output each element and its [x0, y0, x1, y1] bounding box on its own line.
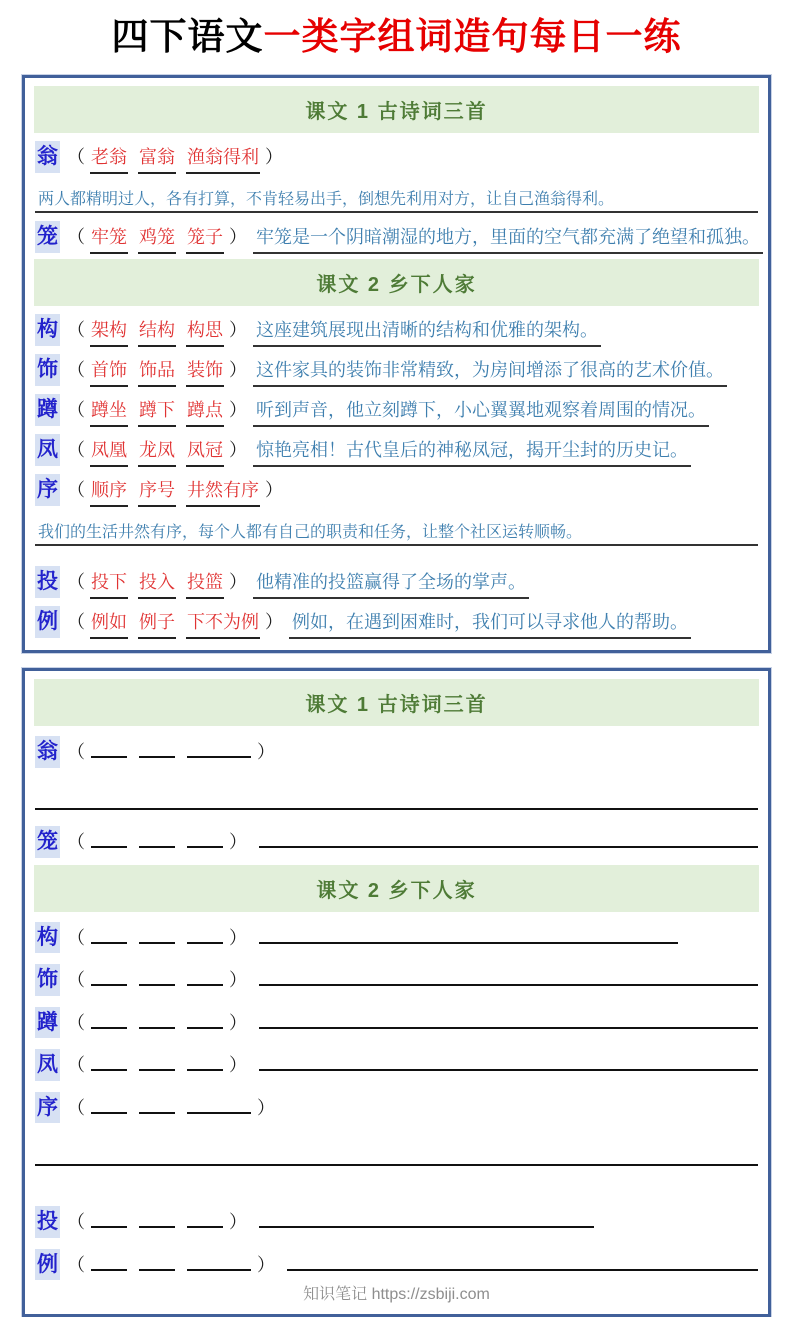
word-item: 笼子 — [186, 224, 224, 254]
sentence-answer-line-full — [35, 1130, 758, 1166]
word-blank-slot — [187, 1093, 251, 1114]
word-item: 蹲下 — [138, 397, 176, 427]
word-item: 老翁 — [90, 144, 128, 174]
word-item: 构思 — [186, 317, 224, 347]
entry-row — [33, 137, 760, 177]
word-blank-slot — [139, 1207, 175, 1228]
entry-sentence: 这件家具的装饰非常精致，为房间增添了很高的艺术价值。 — [253, 357, 727, 387]
word-item: 富翁 — [138, 144, 176, 174]
paren-close: ） — [229, 360, 247, 381]
sentence-answer-line — [259, 966, 758, 987]
entry-row — [33, 1043, 760, 1086]
entry-char: 凤 — [35, 434, 60, 466]
entry-row — [33, 1200, 760, 1243]
word-blank-slot — [91, 1093, 127, 1114]
paren-open: （ — [67, 1212, 85, 1233]
paren-close: ） — [229, 832, 247, 853]
entry-row — [33, 730, 760, 773]
word-blank-slot — [139, 828, 175, 849]
word-blank-slot — [139, 1250, 175, 1271]
entry-sentence: 他精准的投篮赢得了全场的掌声。 — [253, 569, 529, 599]
sentence-answer-line — [259, 1051, 758, 1072]
paren-open: （ — [67, 147, 85, 168]
paren-close: ） — [257, 1097, 275, 1118]
section-header: 课文 1 古诗词三首 — [34, 86, 759, 133]
entry-row — [33, 350, 760, 390]
sentence-answer-line — [259, 1207, 594, 1228]
page-title — [0, 0, 793, 60]
entry-char: 笼 — [35, 221, 60, 253]
word-item: 牢笼 — [90, 224, 128, 254]
entry-char: 凤 — [35, 1049, 60, 1081]
word-blank-slot — [187, 966, 223, 987]
word-blank-slot — [91, 1207, 127, 1228]
paren-open: （ — [67, 832, 85, 853]
paren-close: ） — [229, 1055, 247, 1076]
word-item: 首饰 — [90, 357, 128, 387]
section-header: 课文 2 乡下人家 — [34, 865, 759, 912]
word-item: 结构 — [138, 317, 176, 347]
word-blank-slot — [139, 966, 175, 987]
entry-row — [33, 470, 760, 510]
entry-char: 投 — [35, 566, 60, 598]
entry-char: 蹲 — [35, 394, 60, 426]
word-item: 鸡笼 — [138, 224, 176, 254]
word-blank-slot — [91, 923, 127, 944]
word-item: 井然有序 — [186, 477, 260, 507]
page-title-prefix: 四下语文 — [111, 17, 264, 58]
sentence-answer-line — [259, 923, 678, 944]
entry-row — [33, 430, 760, 470]
word-item: 架构 — [90, 317, 128, 347]
sentence-answer-line — [259, 1008, 758, 1029]
entry-char: 构 — [35, 314, 60, 346]
word-blank-slot — [91, 828, 127, 849]
word-item: 凤凰 — [90, 437, 128, 467]
word-blank-slot — [187, 738, 251, 759]
word-blank-slot — [139, 1008, 175, 1029]
entry-row — [33, 390, 760, 430]
paren-close: ） — [229, 970, 247, 991]
word-blank-slot — [187, 1008, 223, 1029]
paren-close: ） — [229, 440, 247, 461]
paren-open: （ — [67, 320, 85, 341]
word-blank-slot — [187, 923, 223, 944]
sentence-answer-line — [287, 1250, 758, 1271]
paren-close: ） — [229, 227, 247, 248]
entry-char: 投 — [35, 1206, 60, 1238]
paren-close: ） — [257, 1254, 275, 1275]
paren-close: ） — [229, 400, 247, 421]
paren-open: （ — [67, 480, 85, 501]
word-item: 蹲坐 — [90, 397, 128, 427]
section-header: 课文 1 古诗词三首 — [34, 679, 759, 726]
entry-sentence: 例如，在遇到困难时，我们可以寻求他人的帮助。 — [289, 609, 691, 639]
paren-open: （ — [67, 970, 85, 991]
entry-sentence: 听到声音，他立刻蹲下，小心翼翼地观察着周围的情况。 — [253, 397, 709, 427]
page-title-main: 一类字组词造句每日一练 — [263, 17, 682, 58]
paren-open: （ — [67, 742, 85, 763]
paren-open: （ — [67, 1097, 85, 1118]
section-header: 课文 2 乡下人家 — [34, 259, 759, 306]
word-blank-slot — [139, 1093, 175, 1114]
entry-sentence: 两人都精明过人，各有打算，不肯轻易出手，倒想先利用对方，让自己渔翁得利。 — [35, 186, 758, 213]
paren-open: （ — [67, 572, 85, 593]
entry-sentence: 牢笼是一个阴暗潮湿的地方，里面的空气都充满了绝望和孤独。 — [253, 224, 763, 254]
entry-char: 翁 — [35, 141, 60, 173]
paren-open: （ — [67, 400, 85, 421]
paren-close: ） — [229, 1012, 247, 1033]
word-blank-slot — [91, 738, 127, 759]
word-item: 序号 — [138, 477, 176, 507]
paren-open: （ — [67, 612, 85, 633]
sentence-answer-line — [259, 828, 758, 849]
paren-open: （ — [67, 1055, 85, 1076]
word-blank-slot — [139, 923, 175, 944]
paren-open: （ — [67, 360, 85, 381]
worksheet-box-filled — [22, 75, 771, 653]
word-item: 投下 — [90, 569, 128, 599]
entry-row — [33, 820, 760, 863]
worksheet-box-blank — [22, 668, 771, 1316]
word-blank-slot — [187, 1250, 251, 1271]
entry-char: 笼 — [35, 826, 60, 858]
sentence-answer-line-full — [35, 775, 758, 811]
word-blank-slot — [187, 1051, 223, 1072]
entry-row — [33, 602, 760, 642]
entry-sentence: 我们的生活井然有序，每个人都有自己的职责和任务，让整个社区运转顺畅。 — [35, 519, 758, 546]
entry-char: 翁 — [35, 736, 60, 768]
paren-close: ） — [265, 612, 283, 633]
entry-char: 饰 — [35, 964, 60, 996]
entry-row — [33, 958, 760, 1001]
spacer — [33, 550, 760, 562]
entry-sentence: 惊艳亮相！古代皇后的神秘凤冠，揭开尘封的历史记。 — [253, 437, 691, 467]
word-item: 顺序 — [90, 477, 128, 507]
word-blank-slot — [91, 1008, 127, 1029]
word-item: 渔翁得利 — [186, 144, 260, 174]
entry-row — [33, 916, 760, 959]
paren-open: （ — [67, 440, 85, 461]
entry-char: 例 — [35, 606, 60, 638]
entry-row — [33, 1001, 760, 1044]
entry-char: 序 — [35, 474, 60, 506]
word-item: 例如 — [90, 609, 128, 639]
word-item: 例子 — [138, 609, 176, 639]
word-blank-slot — [139, 738, 175, 759]
word-item: 凤冠 — [186, 437, 224, 467]
paren-close: ） — [229, 1212, 247, 1233]
sentence-row — [35, 186, 758, 213]
paren-open: （ — [67, 227, 85, 248]
word-blank-slot — [91, 966, 127, 987]
paren-close: ） — [229, 320, 247, 341]
entry-row — [33, 217, 760, 257]
word-item: 下不为例 — [186, 609, 260, 639]
entry-row — [33, 562, 760, 602]
word-item: 投篮 — [186, 569, 224, 599]
paren-close: ） — [229, 927, 247, 948]
entry-char: 序 — [35, 1092, 60, 1124]
footer-credit: 知识笔记 https://zsbiji.com — [303, 1286, 490, 1304]
paren-close: ） — [265, 147, 283, 168]
word-blank-slot — [187, 828, 223, 849]
entry-char: 饰 — [35, 354, 60, 386]
word-item: 投入 — [138, 569, 176, 599]
paren-open: （ — [67, 1254, 85, 1275]
word-item: 装饰 — [186, 357, 224, 387]
paren-close: ） — [265, 480, 283, 501]
entry-char: 蹲 — [35, 1007, 60, 1039]
word-item: 龙凤 — [138, 437, 176, 467]
word-item: 蹲点 — [186, 397, 224, 427]
word-item: 饰品 — [138, 357, 176, 387]
entry-sentence: 这座建筑展现出清晰的结构和优雅的架构。 — [253, 317, 601, 347]
entry-char: 构 — [35, 922, 60, 954]
sentence-row — [35, 519, 758, 546]
entry-row — [33, 1243, 760, 1286]
spacer — [33, 1176, 760, 1200]
paren-open: （ — [67, 927, 85, 948]
entry-row — [33, 1086, 760, 1129]
entry-row — [33, 310, 760, 350]
paren-close: ） — [257, 742, 275, 763]
paren-open: （ — [67, 1012, 85, 1033]
word-blank-slot — [91, 1250, 127, 1271]
word-blank-slot — [187, 1207, 223, 1228]
word-blank-slot — [91, 1051, 127, 1072]
word-blank-slot — [139, 1051, 175, 1072]
paren-close: ） — [229, 572, 247, 593]
entry-char: 例 — [35, 1249, 60, 1281]
